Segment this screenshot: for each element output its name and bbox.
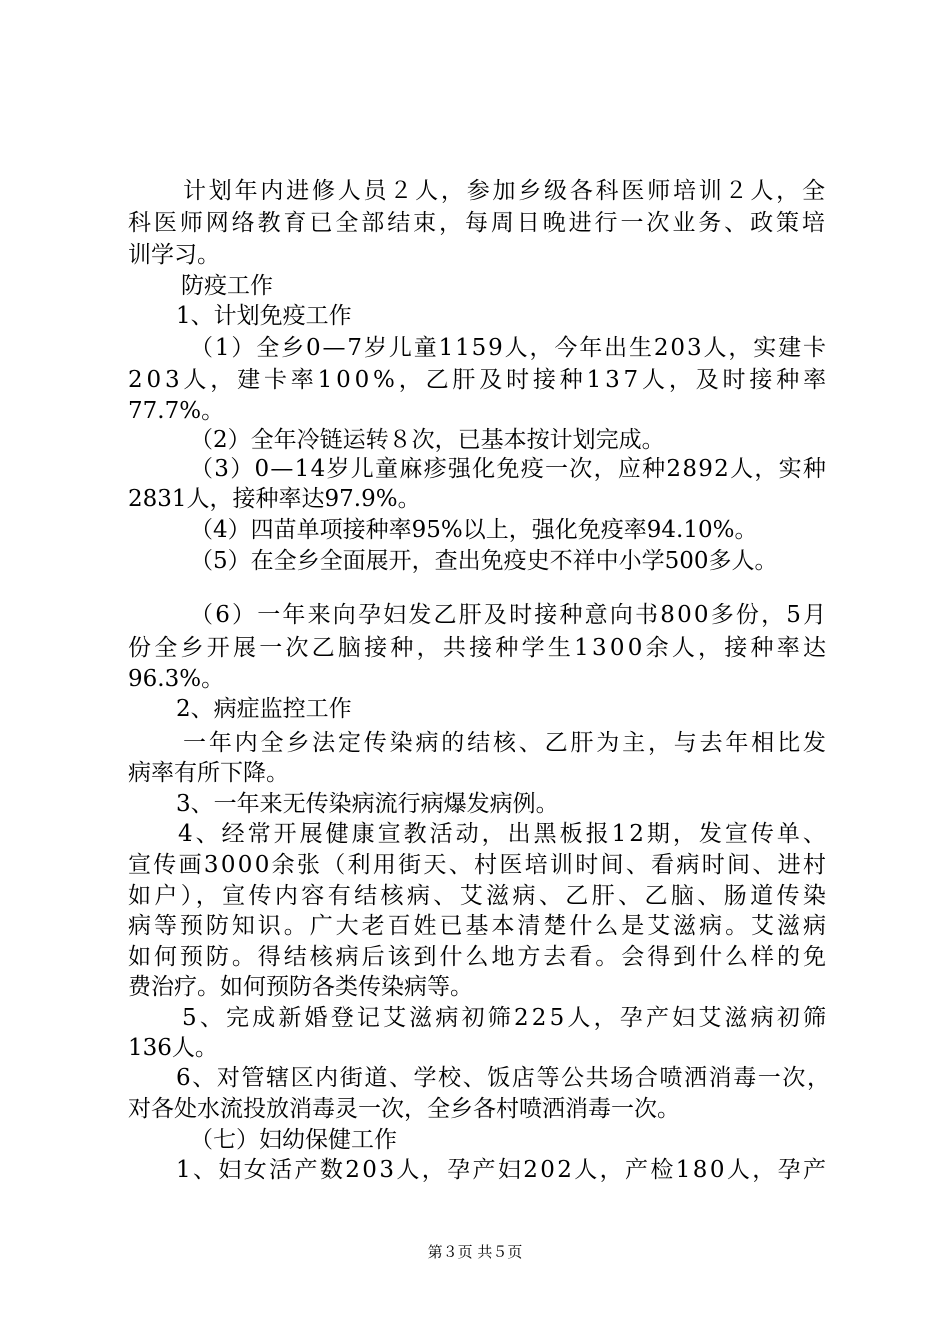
text-line: 如户），宣传内容有结核病、艾滋病、乙肝、乙脑、肠道传染 <box>128 883 830 909</box>
subsection-heading: 1、计划免疫工作 <box>176 303 352 329</box>
text-line: 宣传画3000余张（利用街天、村医培训时间、看病时间、进村 <box>128 852 829 878</box>
section-heading: （七）妇幼保健工作 <box>190 1127 397 1153</box>
text-line: 一年内全乡法定传染病的结核、乙肝为主，与去年相比发 <box>183 730 829 756</box>
text-line: 病等预防知识。广大老百姓已基本清楚什么是艾滋病。艾滋病 <box>128 913 829 939</box>
text-line: 对各处水流投放消毒灵一次，全乡各村喷洒消毒一次。 <box>128 1096 680 1122</box>
section-heading: 防疫工作 <box>181 273 273 299</box>
subsection-heading: 5、完成新婚登记艾滋病初筛225人，孕产妇艾滋病初筛 <box>182 1005 830 1031</box>
text-line: 如何预防。得结核病后该到什么地方去看。会得到什么样的免 <box>128 944 829 970</box>
subsection-heading: 3、一年来无传染病流行病爆发病例。 <box>176 791 559 817</box>
subsection-heading: 1、妇女活产数203人，孕产妇202人，产检180人，孕产 <box>176 1157 829 1183</box>
text-line: 份全乡开展一次乙脑接种，共接种学生1300余人，接种率达 <box>128 635 830 661</box>
text-line: （1）全乡0—7岁儿童1159人，今年出生203人，实建卡 <box>190 335 828 361</box>
text-line: 2831人，接种率达97.9%。 <box>128 486 421 512</box>
page-number-footer: 第３页 共５页 <box>427 1243 523 1261</box>
text-line: 96.3%。 <box>128 666 225 692</box>
subsection-heading: 4、经常开展健康宣教活动，出黑板报12期，发宣传单、 <box>178 821 829 847</box>
subsection-heading: 6、对管辖区内街道、学校、饭店等公共场合喷洒消毒一次， <box>176 1065 832 1091</box>
text-line: 费治疗。如何预防各类传染病等。 <box>128 974 473 1000</box>
text-line: （5）在全乡全面展开，查出免疫史不祥中小学500多人。 <box>190 548 778 574</box>
text-line: 136人。 <box>128 1035 218 1061</box>
text-line: 科医师网络教育已全部结束，每周日晚进行一次业务、政策培 <box>128 210 828 236</box>
text-line: 203人，建卡率100%，乙肝及时接种137人，及时接种率 <box>128 367 830 393</box>
text-line: （2）全年冷链运转８次，已基本按计划完成。 <box>190 427 665 453</box>
text-line: （3）0—14岁儿童麻疹强化免疫一次，应种2892人，实种 <box>190 456 828 482</box>
subsection-heading: 2、病症监控工作 <box>176 696 352 722</box>
text-line: （4）四苗单项接种率95%以上，强化免疫率94.10%。 <box>190 517 758 543</box>
text-line: 77.7%。 <box>128 398 225 424</box>
text-line: 训学习。 <box>128 242 220 268</box>
text-line: 计划年内进修人员２人，参加乡级各科医师培训２人，全 <box>183 178 828 204</box>
text-line: 病率有所下降。 <box>128 760 289 786</box>
text-line: （6）一年来向孕妇发乙肝及时接种意向书800多份，5月 <box>190 602 829 628</box>
